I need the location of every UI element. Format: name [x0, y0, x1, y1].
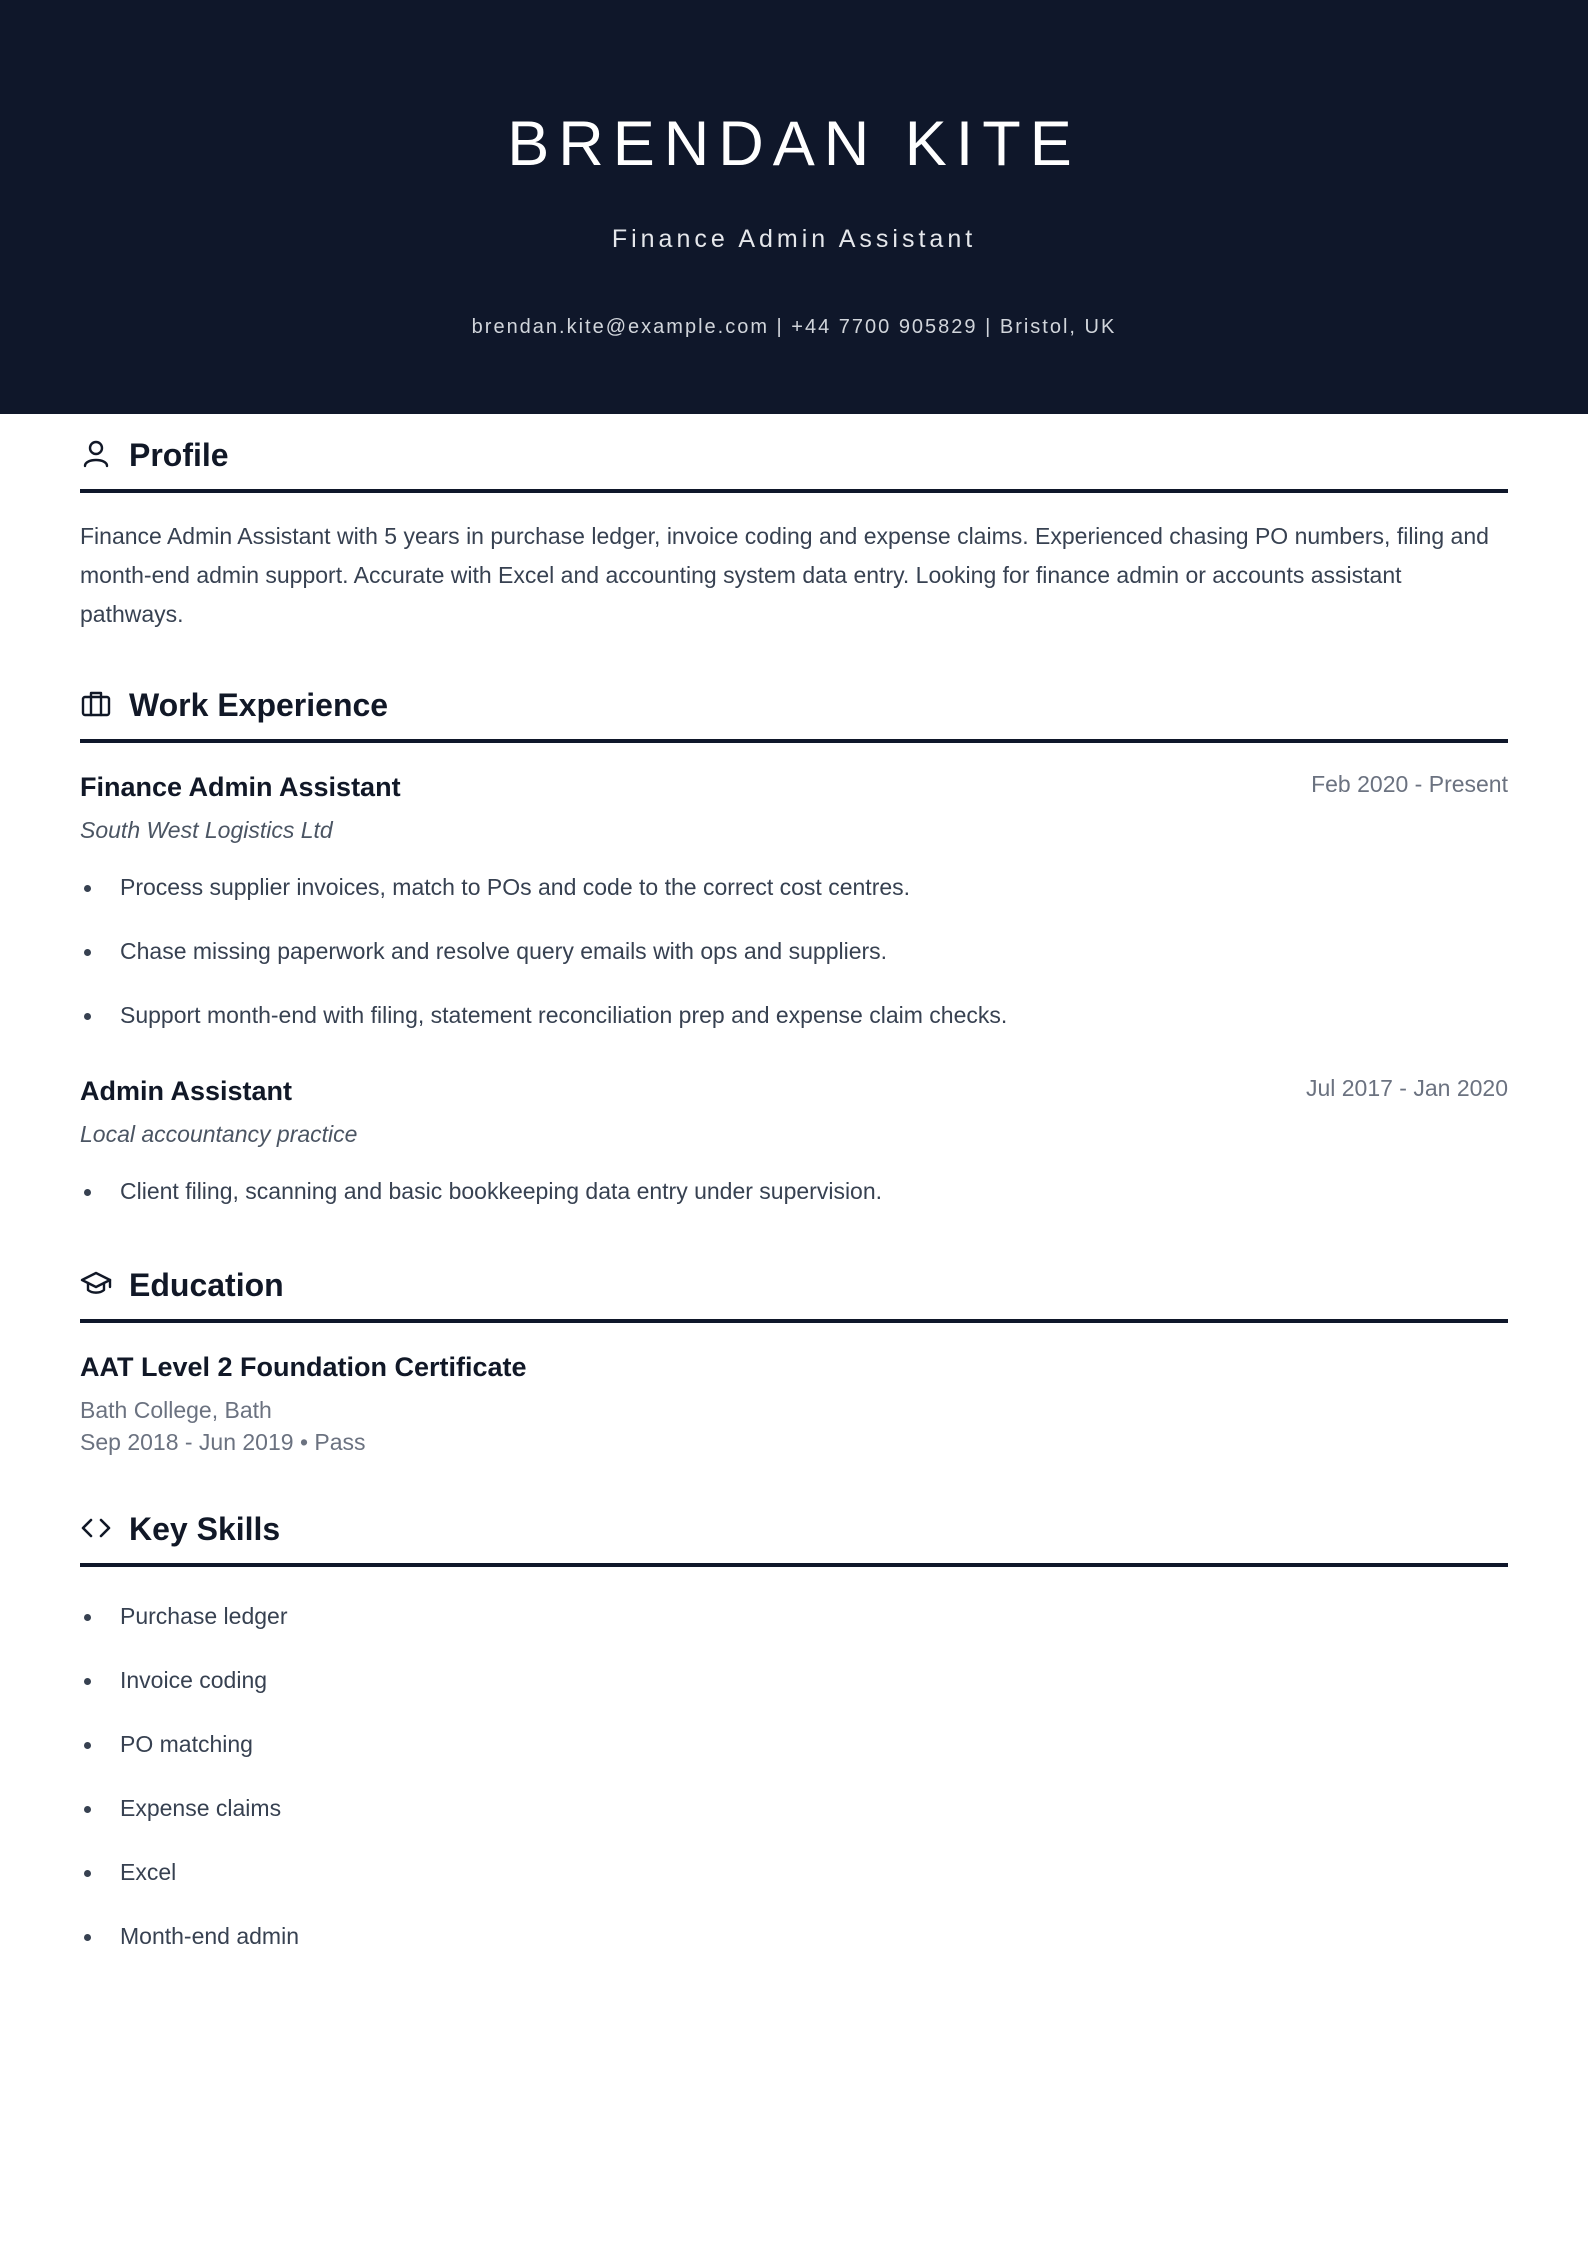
section-divider: [80, 489, 1508, 493]
graduation-cap-icon: [80, 1268, 112, 1300]
skills-heading: Key Skills: [129, 1511, 281, 1547]
education-dates-result: Sep 2018 - Jun 2019 • Pass: [80, 1429, 366, 1455]
list-item: Chase missing paperwork and resolve query emails with ops and suppliers.: [80, 936, 1508, 1000]
skill-item: PO matching: [80, 1729, 1508, 1793]
section-divider: [80, 1563, 1508, 1567]
skills-list: [80, 1601, 1508, 1985]
contact-info: brendan.kite@example.com | +44 7700 905829 | Bristol, UK: [471, 316, 1117, 338]
skill-item: Expense claims: [80, 1793, 1508, 1857]
profile-heading: Profile: [129, 437, 229, 473]
education-section-header: [80, 1244, 1508, 1324]
job-bullets: [80, 872, 1508, 1064]
list-item: Client filing, scanning and basic bookkeeping data entry under supervision.: [80, 1176, 1508, 1240]
skill-item: Month-end admin: [80, 1921, 1508, 1985]
skill-item: Purchase ledger: [80, 1601, 1508, 1665]
skill-item: Excel: [80, 1857, 1508, 1921]
skills-section-header: [80, 1488, 1508, 1568]
job-title: Admin Assistant: [80, 1076, 293, 1106]
user-icon: [80, 438, 112, 470]
section-divider: [80, 739, 1508, 743]
job-dates: Feb 2020 - Present: [1311, 771, 1508, 797]
section-divider: [80, 1319, 1508, 1323]
job-company: Local accountancy practice: [80, 1121, 358, 1147]
profile-summary: Finance Admin Assistant with 5 years in purchase ledger, invoice coding and expense claims. Experienced chasing PO numbers, filing and month-end admin support. Accurate with Excel and accounting system data entry. Looking for finance admin or accounts assistant pathways.: [80, 523, 1489, 627]
job-dates: Jul 2017 - Jan 2020: [1305, 1075, 1508, 1101]
job-company: South West Logistics Ltd: [80, 817, 333, 843]
candidate-title: Finance Admin Assistant: [611, 225, 977, 253]
candidate-name: BRENDAN KITE: [507, 109, 1081, 179]
profile-section-header: [80, 414, 1508, 494]
experience-heading: Work Experience: [129, 687, 389, 723]
skill-item: Invoice coding: [80, 1665, 1508, 1729]
briefcase-icon: [80, 688, 112, 720]
code-brackets-icon: [80, 1512, 112, 1544]
list-item: Process supplier invoices, match to POs and code to the correct cost centres.: [80, 872, 1508, 936]
resume-header: [0, 0, 1588, 414]
job-bullets: [80, 1176, 1508, 1240]
education-degree: AAT Level 2 Foundation Certificate: [80, 1352, 527, 1382]
job-title: Finance Admin Assistant: [80, 772, 401, 802]
list-item: Support month-end with filing, statement reconciliation prep and expense claim checks.: [80, 1000, 1508, 1064]
education-school: Bath College, Bath: [80, 1397, 272, 1423]
experience-section-header: [80, 664, 1508, 744]
education-heading: Education: [129, 1267, 284, 1303]
